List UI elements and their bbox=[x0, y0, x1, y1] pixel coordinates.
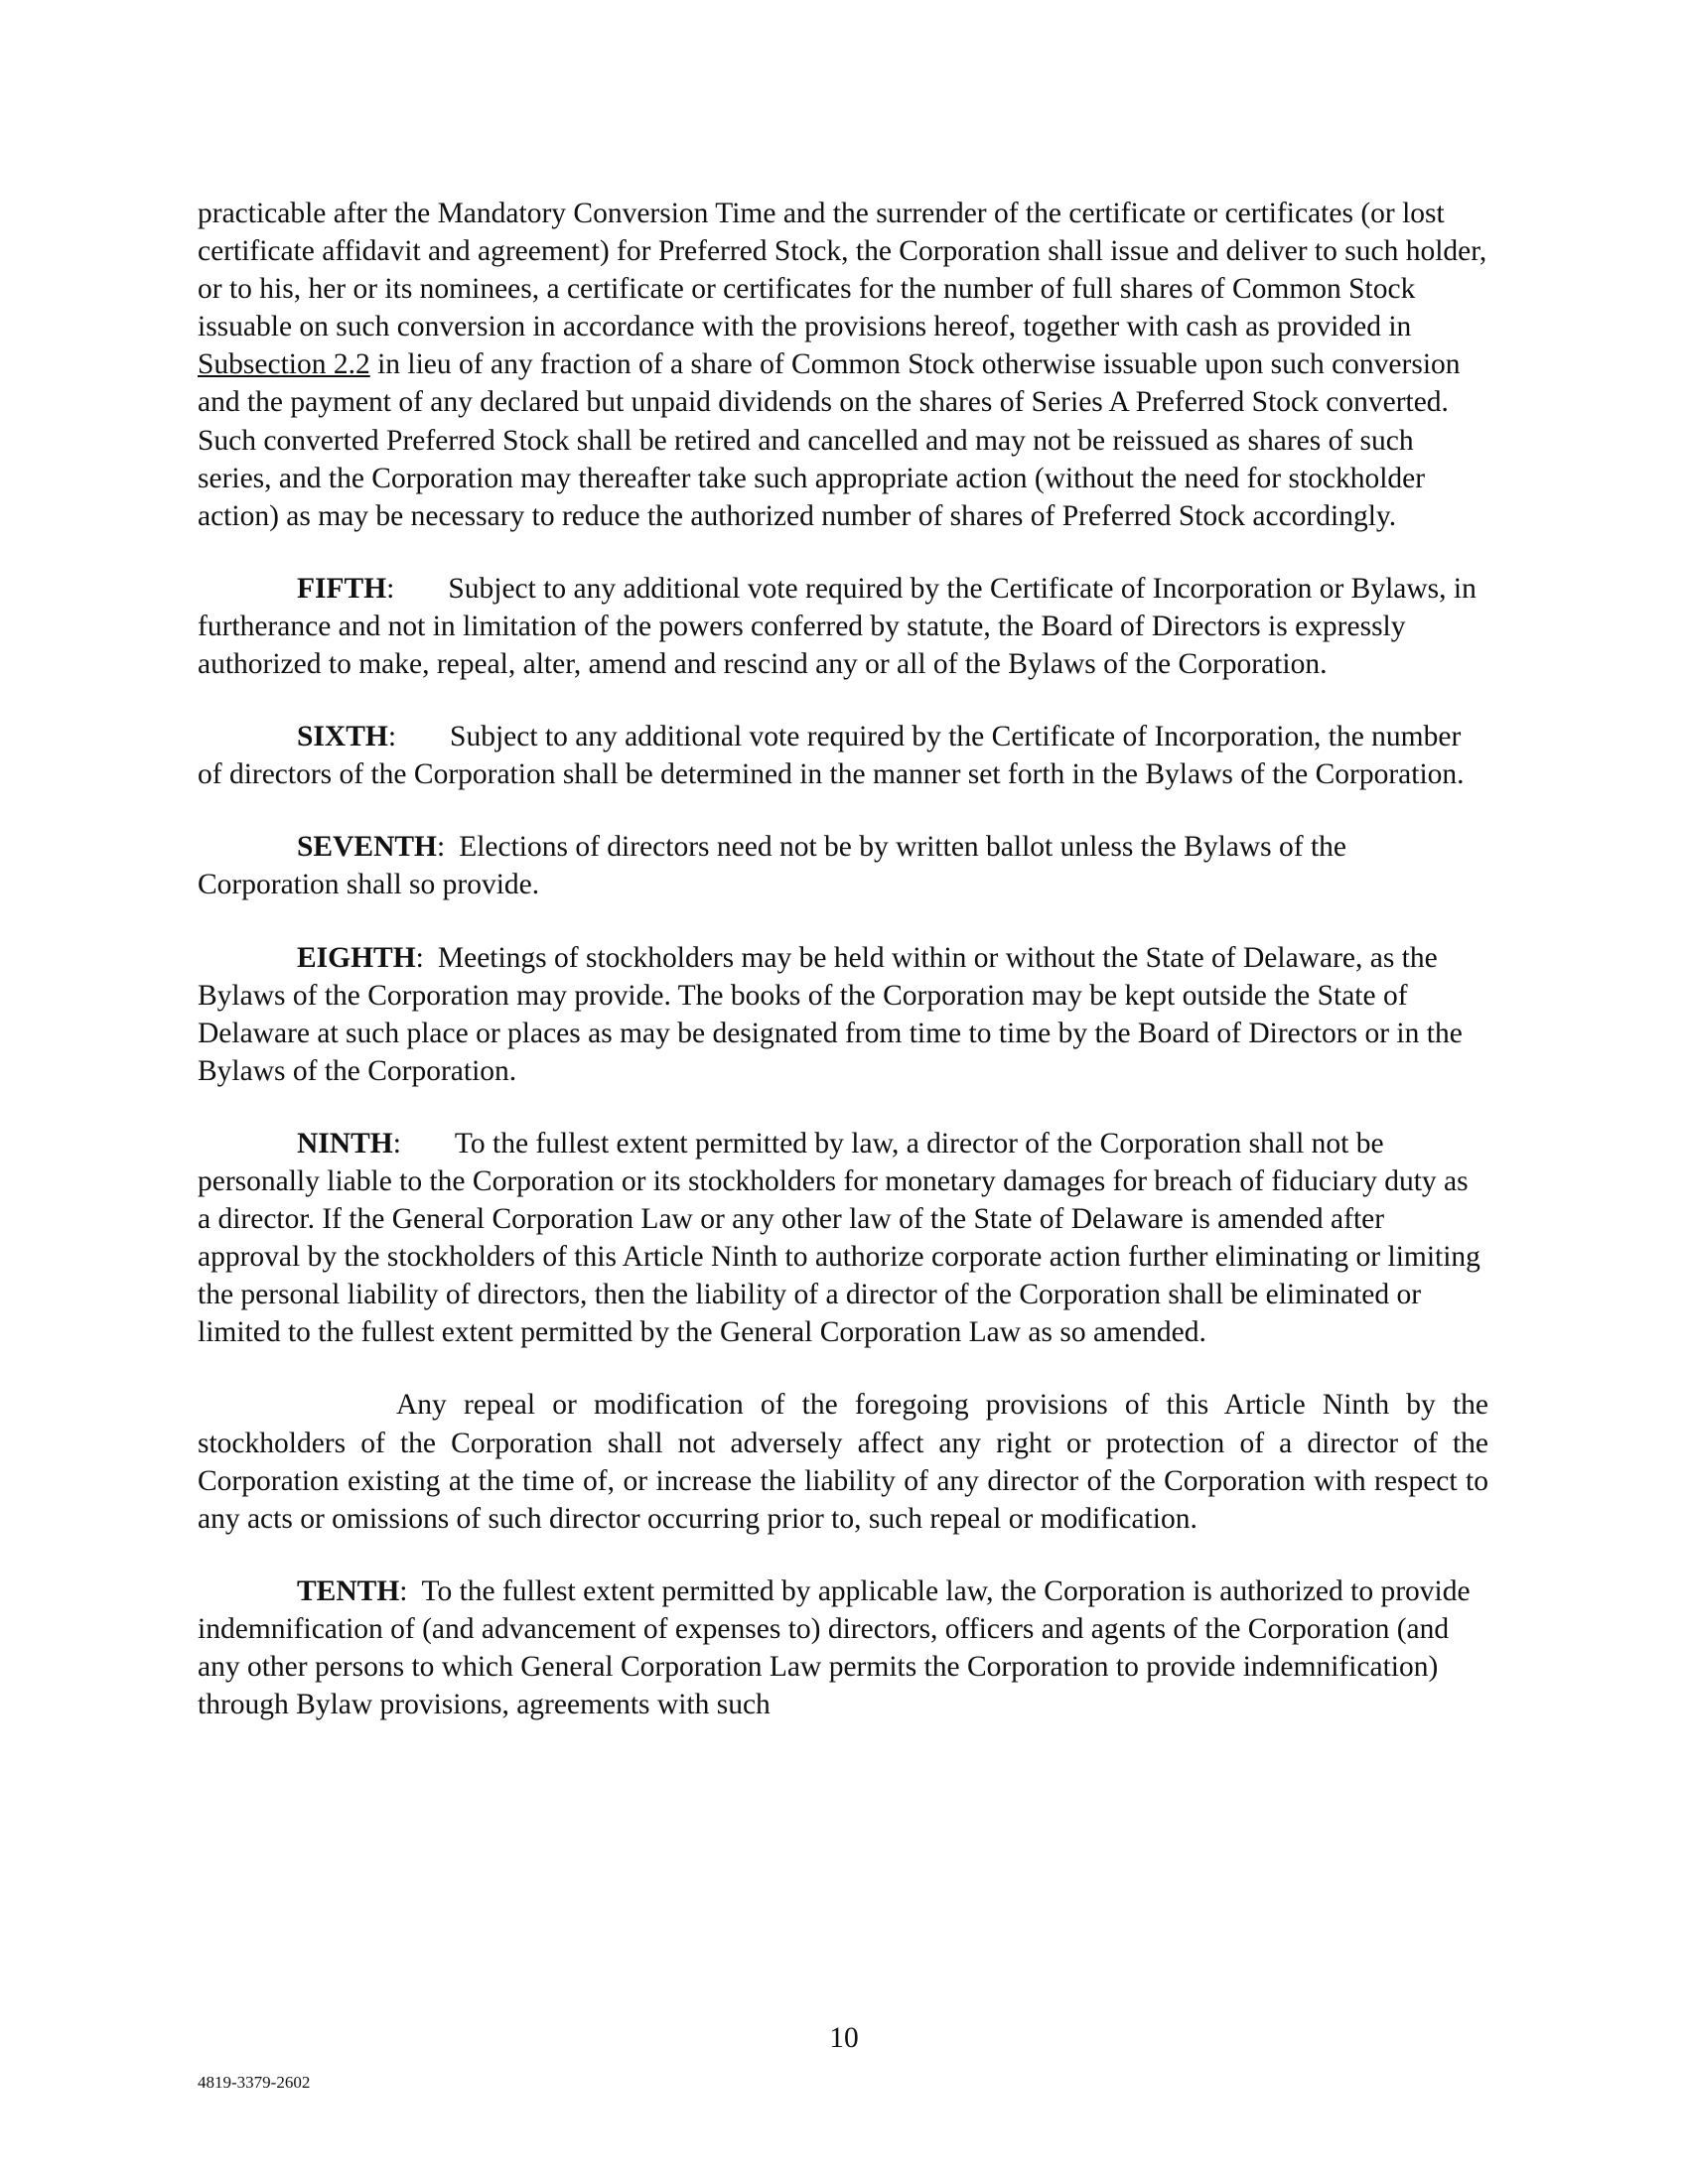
article-fifth-text: Subject to any additional vote required by the Certificate of Incorporation or Bylaws, in furtherance and not in limitation of the powers conferred by statute, the Board of Directors is expressly authorized to make, repeal, alter, amend and rescind any or all of the Bylaws of the Corporation. bbox=[198, 572, 1477, 681]
article-eighth bbox=[198, 939, 1488, 1090]
article-sixth bbox=[198, 718, 1488, 793]
intro-paragraph bbox=[198, 195, 1488, 535]
article-ninth-text: To the fullest extent permitted by law, a director of the Corporation shall not be personally liable to the Corporation or its stockholders for monetary damages for breach of fiduciary duty as a director. If the General Corporation Law or any other law of the State of Delaware is amended after approval by the stockholders of this Article Ninth to authorize corporate action further eliminating or limiting the personal liability of directors, then the liability of a director of the Corporation shall be eliminated or limited to the fullest extent permitted by the General Corporation Law as so amended. bbox=[198, 1127, 1480, 1349]
heading-colon: : bbox=[392, 1127, 401, 1160]
article-eighth-text: Meetings of stockholders may be held within or without the State of Delaware, as the Bylaws of the Corporation may provide. The books of the Corporation may be kept outside the State of Delaware at such place or places as may be designated from time to time by the Board of Directors or in the Bylaws of the Corporation. bbox=[198, 941, 1463, 1087]
article-eighth-heading: EIGHTH bbox=[297, 941, 416, 974]
article-ninth-heading: NINTH bbox=[297, 1127, 393, 1160]
article-fifth-heading: FIFTH bbox=[297, 572, 387, 605]
article-sixth-heading: SIXTH bbox=[297, 721, 388, 753]
heading-colon: : bbox=[437, 831, 446, 864]
article-fifth bbox=[198, 570, 1488, 683]
heading-colon: : bbox=[399, 1574, 408, 1607]
document-id: 4819-3379-2602 bbox=[198, 2073, 311, 2092]
subsection-reference: Subsection 2.2 bbox=[198, 348, 370, 381]
article-tenth-text: To the fullest extent permitted by applicable law, the Corporation is authorized to provide indemnification of (and advancement of expenses to) directors, officers and agents of the Corporation (and any other persons to which General Corporation Law permits the Corporation to provide indemnification) through Bylaw provisions, agreements with such bbox=[198, 1574, 1471, 1721]
article-seventh-heading: SEVENTH bbox=[297, 831, 437, 864]
article-ninth bbox=[198, 1125, 1488, 1352]
article-sixth-text: Subject to any additional vote required by the Certificate of Incorporation, the number of directors of the Corporation shall be determined in the manner set forth in the Bylaws of the Corporation. bbox=[198, 721, 1465, 791]
article-seventh-text: Elections of directors need not be by written ballot unless the Bylaws of the Corporation shall so provide. bbox=[198, 831, 1347, 901]
heading-colon: : bbox=[415, 941, 424, 974]
intro-text-before-link: practicable after the Mandatory Conversion Time and the surrender of the certificate or certificates (or lost certificate affidavit and agreement) for Preferred Stock, the Corporation shall issue and deliver to such holder, or to his, her or its nominees, a certificate or certificates for the number of full shares of Common Stock issuable on such conversion in accordance with the provisions hereof, together with cash as provided in bbox=[198, 198, 1487, 343]
article-ninth-continuation: Any repeal or modification of the foregoing provisions of this Article Ninth by the stockholders of the Corporation shall not adversely affect any right or protection of a director of the Corporation existing at the time of, or increase the liability of any director of the Corporation with respect to any acts or omissions of such director occurring prior to, such repeal or modification. bbox=[198, 1389, 1488, 1535]
heading-colon: : bbox=[386, 572, 395, 605]
document-body bbox=[198, 195, 1488, 1758]
article-tenth-heading: TENTH bbox=[297, 1574, 400, 1607]
heading-colon: : bbox=[387, 721, 397, 753]
page-number: 10 bbox=[829, 2022, 859, 2054]
article-seventh bbox=[198, 828, 1488, 903]
article-tenth bbox=[198, 1572, 1488, 1723]
intro-text-after-link: in lieu of any fraction of a share of Common Stock otherwise issuable upon such conversion and the payment of any declared but unpaid dividends on the shares of Series A Preferred Stock converted. Such converted Preferred Stock shall be retired and cancelled and may not be reissued as shares of such series, and the Corporation may thereafter take such appropriate action (without the need for stockholder action) as may be necessary to reduce the authorized number of shares of Preferred Stock accordingly. bbox=[198, 348, 1461, 532]
